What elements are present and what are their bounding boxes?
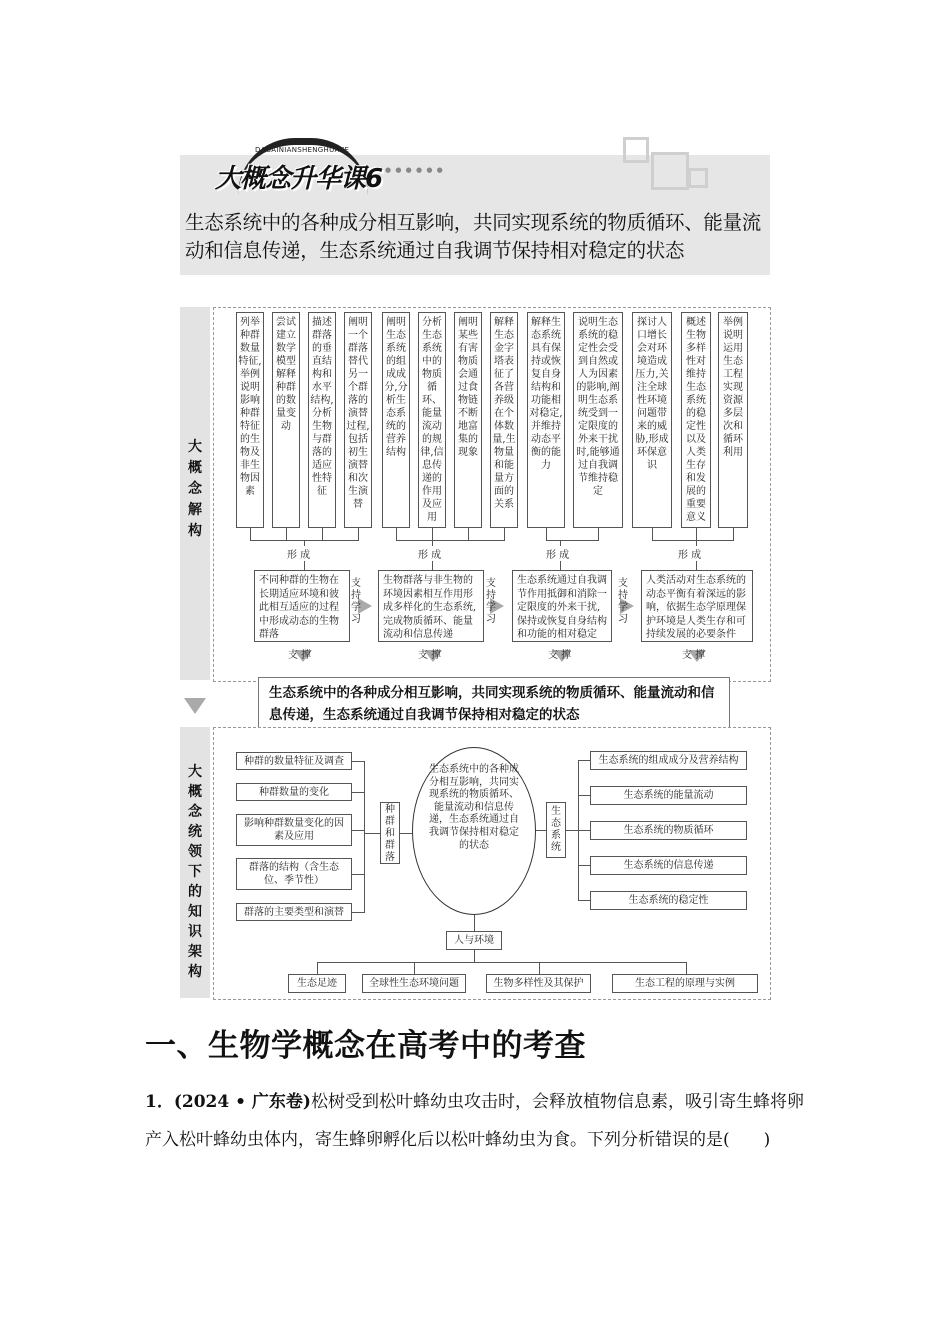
connector [578, 830, 590, 831]
connector [432, 528, 433, 540]
label-char: 构 [188, 964, 202, 980]
connector [352, 792, 364, 793]
knowledge-item: 种群的数量特征及调查 [236, 752, 352, 770]
concept-box: 阐明一个群落替代另一个群落的演替过程,包括初生演替和次生演替 [344, 312, 372, 528]
label-char: 知 [188, 904, 202, 920]
form-label: 形 成 [416, 546, 443, 561]
connector [578, 900, 590, 901]
label-char: 领 [188, 844, 202, 860]
framework-label [187, 762, 203, 982]
label-char: 的 [188, 884, 202, 900]
knowledge-item: 生态系统的能量流动 [590, 786, 747, 805]
connector [652, 540, 734, 541]
central-concept: 生态系统中的各种成分相互影响，共同实现系统的物质循环、能量流动和信息传递，生态系统通过自我调节保持相对稳定的状态 [258, 677, 730, 732]
connector [598, 528, 599, 540]
form-label: 形 成 [544, 546, 571, 561]
connector [352, 761, 364, 762]
form-label: 形 成 [676, 546, 703, 561]
banner-dots-icon: ● ● ● ● ● ● [385, 166, 444, 174]
connector [352, 912, 364, 913]
summary-box: 不同种群的生物在长期适应环境和彼此相互适应的过程中形成动态的生物群落 [254, 570, 350, 642]
bottom-hub: 人与环境 [446, 931, 502, 950]
question-text: 松树受到松叶蜂幼虫攻击时，会释放植物信息素，吸引寄生蜂将卵产入松叶蜂幼虫体内，寄生蜂卵孵化后以松叶蜂幼虫为食。下列分析错误的是( ) [145, 1092, 804, 1150]
support-label: 支 撑 [288, 650, 312, 661]
connector [286, 528, 287, 540]
knowledge-item: 生态系统的组成成分及营养结构 [590, 751, 747, 770]
label-char: 念 [188, 481, 202, 497]
knowledge-item: 生态足迹 [288, 974, 346, 993]
support-label: 支 撑 [548, 650, 572, 661]
deconstruct-label [187, 437, 203, 542]
central-oval-text: 生态系统中的各种成分相互影响，共同实现系统的物质循环、能量流动和信息传递，生态系统通过自我调节保持相对稳定的状态 [429, 764, 519, 851]
connector [652, 528, 653, 540]
connector [733, 528, 734, 540]
left-hub-label: 种群和群落 [385, 804, 395, 863]
connector [364, 833, 380, 834]
knowledge-item: 生态系统的物质循环 [590, 821, 747, 840]
label-char: 大 [188, 439, 202, 455]
connector [578, 865, 590, 866]
section-title: 一、生物学概念在高考中的考查 [145, 1028, 586, 1064]
connector [504, 528, 505, 540]
question-1 [145, 1083, 810, 1159]
connector [578, 795, 590, 796]
connector [352, 830, 364, 831]
knowledge-item: 生物多样性及其保护 [486, 974, 591, 993]
concept-box: 举例说明运用生态工程实现资源多层次和循环利用 [718, 312, 748, 528]
connector [474, 950, 475, 962]
knowledge-item: 生态系统的信息传递 [590, 856, 747, 875]
connector [539, 962, 540, 974]
label-char: 大 [188, 764, 202, 780]
label-char: 构 [188, 523, 202, 539]
label-char: 念 [188, 804, 202, 820]
deco-square-icon [651, 152, 689, 190]
connector [546, 528, 547, 540]
label-char: 架 [188, 944, 202, 960]
connector [317, 962, 318, 974]
deco-square-icon [623, 137, 649, 163]
connector [396, 540, 505, 541]
connector [358, 528, 359, 540]
concept-box: 描述群落的垂直结构和水平结构,分析生物与群落的适应性特征 [308, 312, 336, 528]
concept-box: 尝试建立数学模型解释种群的数量变动 [272, 312, 300, 528]
connector [414, 962, 415, 974]
connector [352, 874, 364, 875]
concept-box: 列举种群数量特征,举例说明影响种群特征的生物及非生物因素 [236, 312, 264, 528]
concept-box: 探讨人口增长会对环境造成压力,关注全球性环境问题带来的威胁,形成环保意识 [632, 312, 672, 528]
banner-title: 大概念升华课6 [215, 164, 383, 194]
knowledge-item: 影响种群数量变化的因素及应用 [236, 814, 352, 846]
summary-box: 生物群落与非生物的环境因素相互作用形成多样化的生态系统,完成物质循环、能量流动和信息传递 [378, 570, 484, 642]
concept-box: 阐明某些有害物质会通过食物链不断地富集的现象 [454, 312, 482, 528]
connector [322, 528, 323, 540]
banner-pinyin: DAGAINIANSHENGHUAKE [255, 146, 350, 154]
knowledge-item: 群落的主要类型和演替 [236, 903, 352, 921]
support-learning-label: 支持学习 [351, 578, 361, 625]
label-char: 解 [188, 502, 202, 518]
concept-box: 阐明生态系统的组成成分,分析生态系统的营养结构 [382, 312, 410, 528]
connector [696, 528, 697, 540]
connector [468, 528, 469, 540]
knowledge-item: 生态系统的稳定性 [590, 891, 747, 910]
connector [474, 915, 475, 931]
support-label: 支 撑 [682, 650, 706, 661]
connector [686, 962, 687, 974]
concept-box: 概述生物多样性对维持生态系统的稳定性以及人类生存和发展的重要意义 [681, 312, 711, 528]
support-label: 支 撑 [418, 650, 442, 661]
deco-square-icon [688, 168, 708, 188]
summary-box: 生态系统通过自我调节作用抵御和消除一定限度的外来干扰,保持或恢复自身结构和功能的相对稳定 [512, 570, 612, 642]
label-char: 概 [188, 460, 202, 476]
connector [566, 830, 578, 831]
connector [400, 833, 412, 834]
knowledge-item: 全球性生态环境问题 [362, 974, 466, 993]
knowledge-item: 生态工程的原理与实例 [612, 974, 758, 993]
question-number: 1． [145, 1092, 174, 1112]
concept-box: 解释生态系统具有保持或恢复自身结构和功能相对稳定,并维持动态平衡的能力 [527, 312, 565, 528]
concept-box: 分析生态系统中的物质循环、能量流动的规律,信息传递的作用及应用 [418, 312, 446, 528]
knowledge-item: 群落的结构（含生态位、季节性） [236, 858, 352, 890]
form-label: 形 成 [285, 546, 312, 561]
summary-box: 人类活动对生态系统的动态平衡有着深远的影响，依据生态学原理保护环境是人类生存和可持续发展的必要条件 [641, 570, 753, 642]
connector [536, 830, 546, 831]
label-char: 统 [188, 824, 202, 840]
connector [364, 761, 365, 913]
label-char: 识 [188, 924, 202, 940]
connector [317, 962, 686, 963]
right-hub-label: 生态系统 [551, 806, 561, 853]
question-source: (2024 • 广东卷) [173, 1092, 311, 1112]
support-learning-label: 支持学习 [486, 578, 496, 625]
connector [396, 528, 397, 540]
triangle-down-icon [184, 698, 206, 714]
support-learning-label: 支持学习 [618, 578, 628, 625]
connector [546, 540, 599, 541]
knowledge-item: 种群数量的变化 [236, 783, 352, 801]
connector [250, 528, 251, 540]
concept-box: 说明生态系统的稳定性会受到自然或人为因素的影响,阐明生态系统受到一定限度的外来干扰时,能够通过自我调节维持稳定 [573, 312, 623, 528]
connector [578, 760, 590, 761]
concept-box: 解释生态金字塔表征了各营养级在个体数量,生物量和能量方面的关系 [490, 312, 518, 528]
label-char: 下 [188, 864, 202, 880]
banner-text: 生态系统中的各种成分相互影响，共同实现系统的物质循环、能量流动和信息传递，生态系统通过自我调节保持相对稳定的状态 [185, 211, 762, 262]
label-char: 概 [188, 784, 202, 800]
